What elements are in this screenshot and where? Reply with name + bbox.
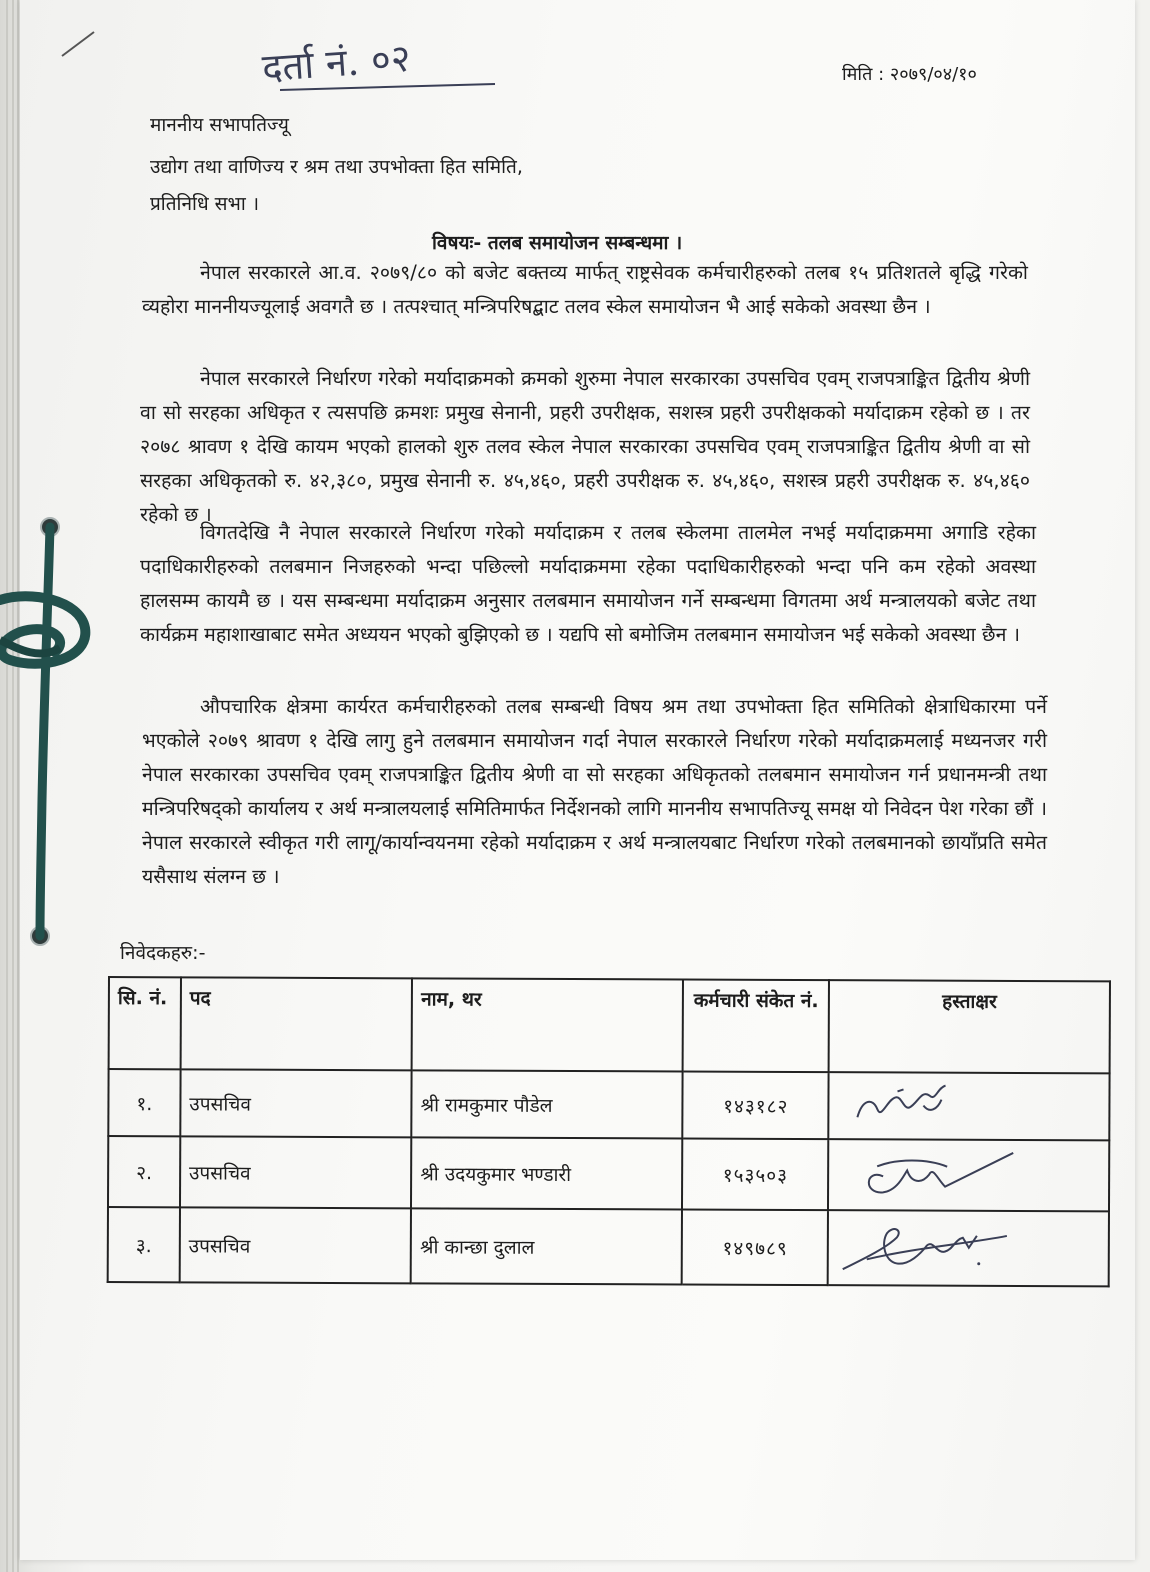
cell-post: उपसचिव	[180, 1136, 412, 1208]
date-label: मिति :	[842, 64, 885, 85]
cell-signature	[828, 1210, 1109, 1286]
house-name: प्रतिनिधि सभा ।	[150, 193, 260, 215]
signature-image	[838, 1079, 1038, 1128]
cell-code: १४३१८२	[683, 1072, 829, 1140]
petitioners-label: निवेदकहरु:-	[120, 942, 206, 964]
table-row	[108, 1136, 1109, 1211]
cell-code: १४९७८९	[682, 1210, 828, 1286]
date-value: २०७९/०४/१०	[889, 64, 977, 85]
cell-signature	[828, 1072, 1109, 1140]
addressee: माननीय सभापतिज्यू	[150, 114, 289, 136]
paragraph-4: औपचारिक क्षेत्रमा कार्यरत कर्मचारीहरुको तलब सम्बन्धी विषय श्रम तथा उपभोक्ता हित समितिको क्षेत्राधिकारमा पर्ने भएकोले २०७९ श्रावण १ देखि लागु हुने तलबमान समायोजन गर्दा नेपाल सरकारले निर्धारण गरेको मर्यादाक्रमलाई मध्यनजर गरी नेपाल सरकारका उपसचिव एवम् राजपत्राङ्कित द्वितीय श्रेणी वा सो सरहका अधिकृतको तलबमान समायोजन गर्न प्रधानमन्त्री तथा मन्त्रिपरिषद्को कार्यालय र अर्थ मन्त्रालयलाई समितिमार्फत निर्देशनको लागि माननीय सभापतिज्यू समक्ष यो निवेदन पेश गरेका छौं । नेपाल सरकारले स्वीकृत गरी लागू/कार्यान्वयनमा रहेको मर्यादाक्रम र अर्थ मन्त्रालयबाट निर्धारण गरेको तलबमानको छायाँप्रति समेत यसैसाथ संलग्न छ ।	[142, 695, 1047, 888]
cell-name: श्री उदयकुमार भण्डारी	[411, 1137, 683, 1209]
header-name: नाम, थर	[412, 978, 684, 1071]
header-signature: हस्ताक्षर	[829, 980, 1110, 1073]
committee-name: उद्योग तथा वाणिज्य र श्रम तथा उपभोक्ता हित समिति,	[150, 156, 523, 178]
date-line	[842, 64, 977, 86]
cell-sn: ३.	[108, 1207, 180, 1282]
binding-cord-icon	[0, 0, 110, 960]
header-code: कर्मचारी संकेत नं.	[683, 980, 829, 1073]
signature-image	[837, 1217, 1057, 1274]
table-row	[108, 1207, 1109, 1286]
cell-sn: १.	[108, 1069, 180, 1136]
table-header-row	[109, 977, 1110, 1073]
pen-mark-icon	[60, 30, 100, 60]
paragraph-2: नेपाल सरकारले निर्धारण गरेको मर्यादाक्रमको क्रमको शुरुमा नेपाल सरकारका उपसचिव एवम् राजपत्राङ्कित द्वितीय श्रेणी वा सो सरहका अधिकृत र त्यसपछि क्रमशः प्रमुख सेनानी, प्रहरी उपरीक्षक, सशस्त्र प्रहरी उपरीक्षकको मर्यादाक्रम रहेको छ । तर २०७८ श्रावण १ देखि कायम भएको हालको शुरु तलव स्केल नेपाल सरकारका उपसचिव एवम् राजपत्राङ्कित द्वितीय श्रेणी वा सो सरहका अधिकृतको रु. ४२,३८०, प्रमुख सेनानी रु. ४५,४६०, प्रहरी उपरीक्षक रु. ४५,४६०, सशस्त्र प्रहरी उपरीक्षक रु. ४५,४६० रहेको छ ।	[140, 367, 1030, 526]
petitioners-table	[107, 976, 1111, 1287]
header-sn: सि. नं.	[109, 977, 181, 1069]
paragraph-3: विगतदेखि नै नेपाल सरकारले निर्धारण गरेको मर्यादाक्रम र तलब स्केलमा तालमेल नभई मर्यादाक्रममा अगाडि रहेका पदाधिकारीहरुको तलबमान निजहरुको भन्दा पछिल्लो मर्यादाक्रममा रहेका पदाधिकारीहरुको भन्दा पनि कम रहेको अवस्था हालसम्म कायमै छ । यस सम्बन्धमा मर्यादाक्रम अनुसार तलबमान समायोजन गर्ने सम्बन्धमा विगतमा अर्थ मन्त्रालयको बजेट तथा कार्यक्रम महाशाखाबाट समेत अध्ययन भएको बुझिएको छ । यद्यपि सो बमोजिम तलबमान समायोजन भई सकेको अवस्था छैन ।	[140, 521, 1036, 646]
registration-stamp	[240, 22, 500, 100]
cell-name: श्री रामकुमार पौडेल	[412, 1070, 684, 1138]
cell-signature	[828, 1139, 1109, 1211]
subject-line: विषयः- तलब समायोजन सम्बन्धमा ।	[432, 232, 683, 254]
cell-code: १५३५०३	[682, 1139, 828, 1211]
cell-post: उपसचिव	[180, 1069, 412, 1137]
header-post: पद	[180, 977, 412, 1070]
cell-name: श्री कान्छा दुलाल	[411, 1208, 683, 1284]
paragraph-1: नेपाल सरकारले आ.व. २०७९/८० को बजेट बक्तव्य मार्फत् राष्ट्रसेवक कर्मचारीहरुको तलब १५ प्रतिशतले बृद्धि गरेको व्यहोरा माननीयज्यूलाई अवगतै छ । तत्पश्चात् मन्त्रिपरिषद्बाट तलव स्केल समायोजन भै आई सकेको अवस्था छैन ।	[142, 261, 1028, 318]
cell-sn: २.	[108, 1136, 180, 1207]
cell-post: उपसचिव	[180, 1207, 412, 1283]
stamp-text: दर्ता नं. ०२	[260, 35, 412, 91]
stamp-underline-icon	[240, 22, 500, 100]
table-row	[108, 1069, 1109, 1140]
signature-image	[837, 1146, 1057, 1199]
